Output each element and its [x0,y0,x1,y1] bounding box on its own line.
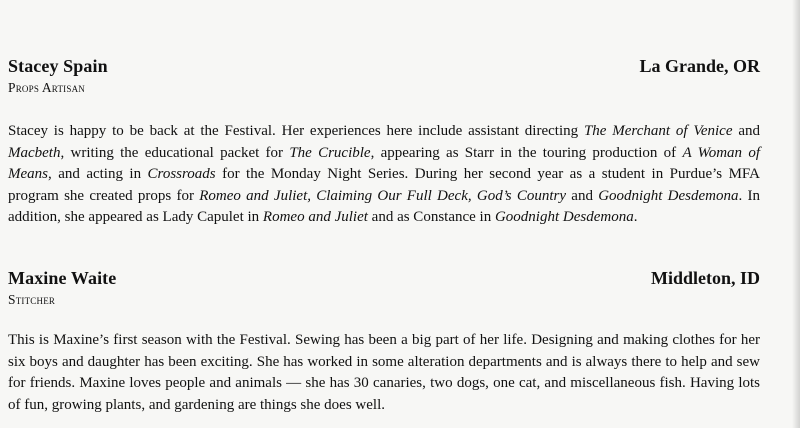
person-name: Maxine Waite [8,268,117,288]
person-role: Props Artisan [8,80,85,95]
bio-title-italic: Romeo and Juliet, Claiming Our Full Deck, God’s Country [199,187,567,204]
bio-text: and [566,187,599,204]
bio-title-italic: Romeo and Juliet [262,209,368,226]
entry-header [8,56,760,77]
person-location: La Grande, OR [639,56,760,76]
page-edge-shadow [792,0,800,428]
bio-title-italic: Goodnight Desdemona [494,209,634,226]
bio-title-italic: Crossroads [147,166,216,183]
bio-title-italic: A Woman of Means [8,144,760,183]
bio-title-italic: Macbeth [8,144,61,161]
bio-text: , writing the educational packet for [60,144,290,161]
bio-text: This is Maxine’s first season with the Festival. Sewing has been a big part of her life. Designing and making clothes for her six boys and daughter has been exciting. She has worked in some alteration departments and is always there to help and sew for friends. Maxine loves people and animals — she has 30 canaries, two dogs, one cat, and miscellaneous fish. Having lots of fun, growing plants, and gardening are things she does well. [8,332,760,413]
bio-text: Stacey is happy to be back at the Festival. Her experiences here include assistant directing [8,123,584,139]
person-location: Middleton, ID [650,268,760,288]
bio-text: . [633,209,638,226]
person-name: Stacey Spain [8,56,108,76]
bio-text: for the Monday Night Series. During her second year as a student in Purdue’s MFA program she created props for [8,166,760,204]
person-role: Stitcher [8,292,56,307]
bio-title-italic: The Crucible [289,144,371,161]
bio-title-italic: The Merchant of Venice [583,123,733,139]
bio-text: , appearing as Starr in the touring production of [370,144,683,161]
entry-header [8,268,760,289]
bio-text: and as Constance in [367,209,495,226]
bio-title-italic: Goodnight Desdemona [598,187,739,204]
bio-text: . In addition, she appeared as Lady Capulet in [8,187,760,226]
bio-text: and [732,123,760,139]
person-bio [8,330,760,416]
person-bio [8,121,760,229]
bio-text: , and acting in [48,166,148,183]
